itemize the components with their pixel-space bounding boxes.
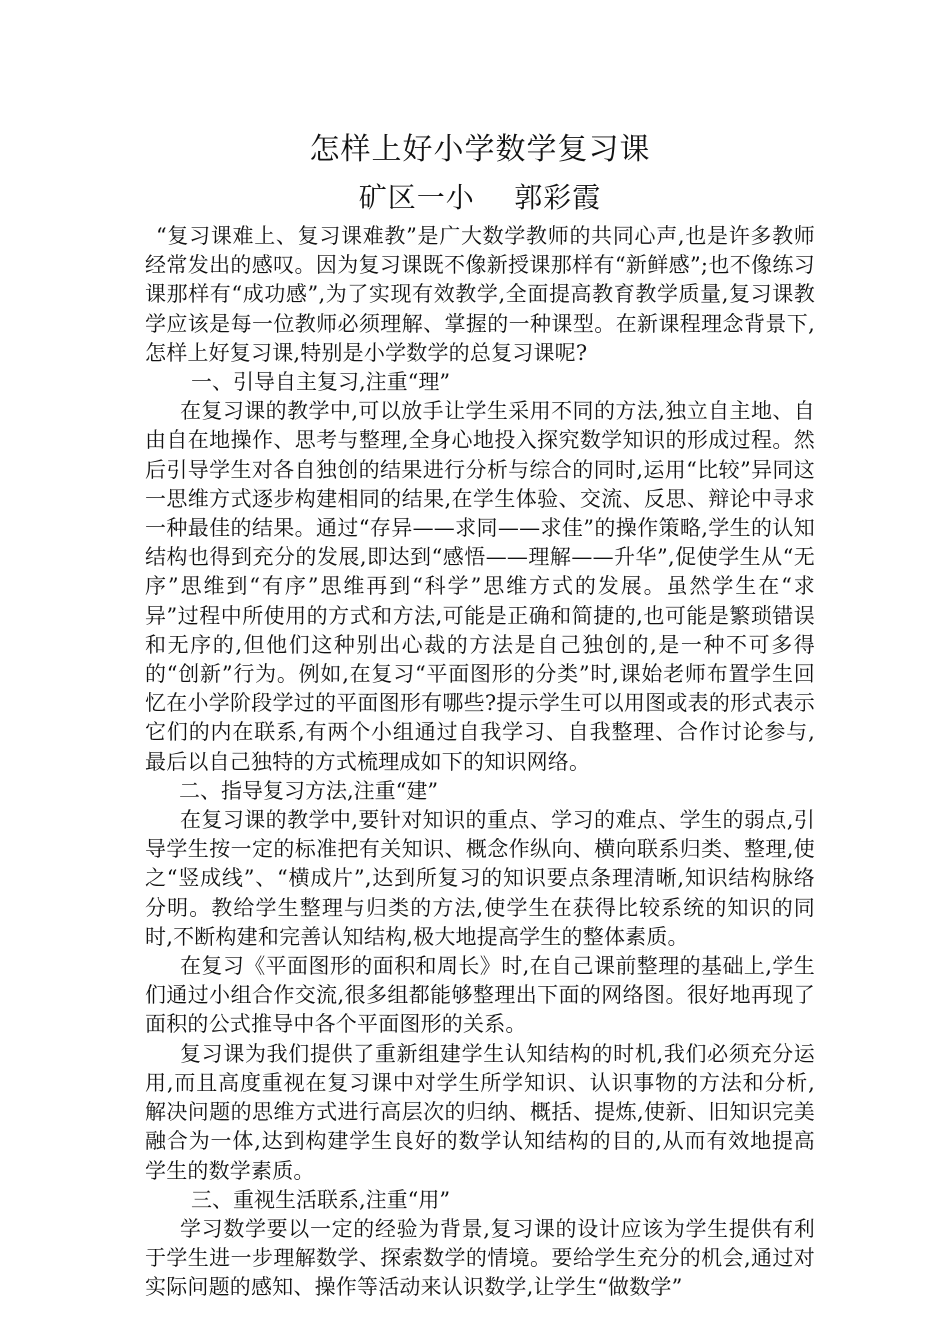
document-title: 怎样上好小学数学复习课	[309, 132, 651, 167]
section-2-paragraph-2: 在复习《平面图形的面积和周长》时,在自己课前整理的基础上,学生们通过小组合作交流,很多组都能够整理出下面的网络图。很好地再现了面积的公式推导中各个平面图形的关系。	[145, 954, 815, 1037]
section-3-heading: 三、重视生活联系,注重“用”	[191, 1187, 451, 1212]
section-3-paragraph-1: 学习数学要以一定的经验为背景,复习课的设计应该为学生提供有利于学生进一步理解数学、探索数学的情境。要给学生充分的机会,通过对实际问题的感知、操作等活动来认识数学,让学生“做数学”	[145, 1216, 815, 1300]
section-2-heading: 二、指导复习方法,注重“建”	[179, 778, 439, 803]
document-page	[145, 128, 815, 1303]
intro-paragraph: “复习课难上、复习课难教”是广大数学教师的共同心声,也是许多教师经常发出的感叹。因为复习课既不像新授课那样有“新鲜感”;也不像练习课那样有“成功感”,为了实现有效教学,全面提高教育教学质量,复习课教学应该是每一位教师必须理解、掌握的一种课型。在新课程理念背景下,怎样上好复习课,特别是小学数学的总复习课呢?	[145, 224, 815, 365]
section-1-paragraph-1: 在复习课的教学中,可以放手让学生采用不同的方法,独立自主地、自由自在地操作、思考与整理,全身心地投入探究数学知识的形成过程。然后引导学生对各自独创的结果进行分析与综合的同时,运用“比较”异同这一思维方式逐步构建相同的结果,在学生体验、交流、反思、辩论中寻求一种最佳的结果。通过“存异——求同——求佳”的操作策略,学生的认知结构也得到充分的发展,即达到“感悟——理解——升华”,促使学生从“无序”思维到“有序”思维再到“科学”思维方式的发展。虽然学生在“求异”过程中所使用的方式和方法,可能是正确和简捷的,也可能是繁琐错误和无序的,但他们这种别出心裁的方法是自己独创的,是一种不可多得的“创新”行为。例如,在复习“平面图形的分类”时,课始老师布置学生回忆在小学阶段学过的平面图形有哪些?提示学生可以用图或表的形式表示它们的内在联系,有两个小组通过自我学习、自我整理、合作讨论参与,最后以自己独特的方式梳理成如下的知识网络。	[145, 399, 815, 774]
section-2-paragraph-1: 在复习课的教学中,要针对知识的重点、学习的难点、学生的弱点,引导学生按一定的标准把有关知识、概念作纵向、横向联系归类、整理,使之“竖成线”、“横成片”,达到所复习的知识要点条理清晰,知识结构脉络分明。教给学生整理与归类的方法,使学生在获得比较系统的知识的同时,不断构建和完善认知结构,极大地提高学生的整体素质。	[145, 808, 815, 949]
section-2-paragraph-3: 复习课为我们提供了重新组建学生认知结构的时机,我们必须充分运用,而且高度重视在复习课中对学生所学知识、认识事物的方法和分析,解决问题的思维方式进行高层次的归纳、概括、提炼,使新、旧知识完美融合为一体,达到构建学生良好的数学认知结构的目的,从而有效地提高学生的数学素质。	[145, 1041, 815, 1183]
document-author: 矿区一小 郭彩霞	[358, 181, 602, 214]
section-1-heading: 一、引导自主复习,注重“理”	[191, 370, 451, 395]
